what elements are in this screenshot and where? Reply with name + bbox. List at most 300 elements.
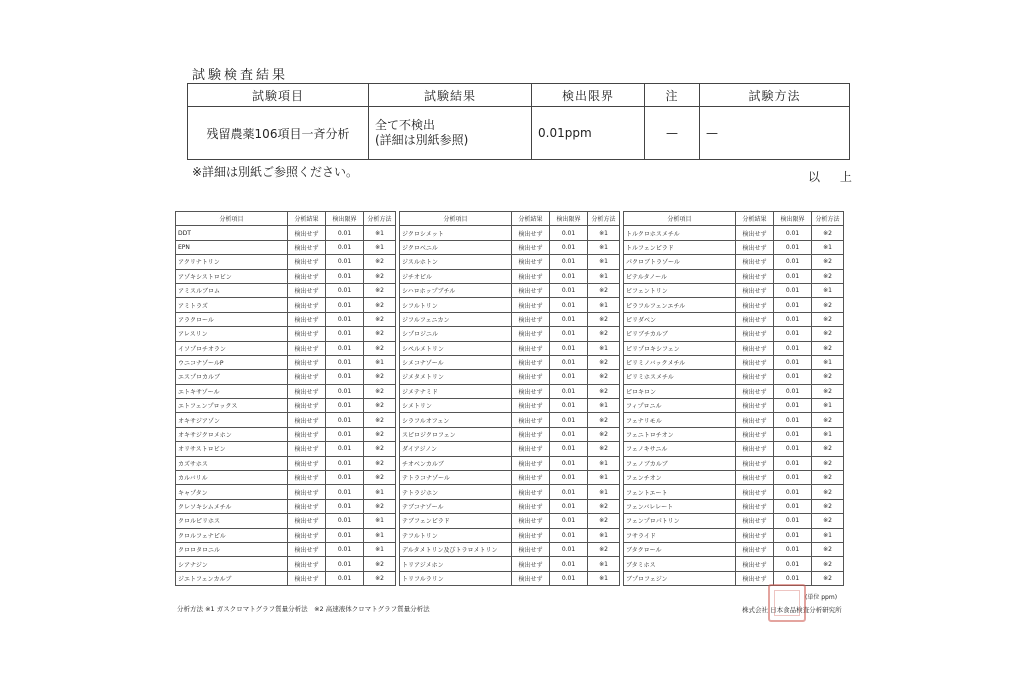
detection-limit: 0.01 xyxy=(774,542,812,556)
detection-limit: 0.01 xyxy=(326,442,364,456)
analyte-name: フェノブカルブ xyxy=(624,456,736,470)
analyte-name: トリアジメホン xyxy=(400,557,512,571)
detection-limit: 0.01 xyxy=(774,327,812,341)
analysis-result: 検出せず xyxy=(288,413,326,427)
analysis-method: ※2 xyxy=(812,226,844,240)
analysis-method: ※1 xyxy=(588,341,620,355)
detection-limit: 0.01 xyxy=(326,399,364,413)
analysis-result: 検出せず xyxy=(736,471,774,485)
table-row xyxy=(176,269,844,283)
analyte-name: アミスルブロム xyxy=(176,283,288,297)
unit-label: (単位 ppm) xyxy=(805,594,838,601)
analyte-name: カルバリル xyxy=(176,471,288,485)
detection-limit: 0.01 xyxy=(326,471,364,485)
analysis-result: 検出せず xyxy=(512,283,550,297)
detection-limit: 0.01 xyxy=(326,327,364,341)
analysis-result: 検出せず xyxy=(736,399,774,413)
detection-limit: 0.01 xyxy=(326,571,364,585)
summary-result-line1: 全て不検出 xyxy=(375,118,436,132)
analysis-result: 検出せず xyxy=(512,442,550,456)
analyte-name: シラフルオフェン xyxy=(400,413,512,427)
detection-limit: 0.01 xyxy=(774,571,812,585)
detection-limit: 0.01 xyxy=(550,413,588,427)
analyte-name: オキサジアゾン xyxy=(176,413,288,427)
analysis-method: ※1 xyxy=(364,528,396,542)
analysis-result: 検出せず xyxy=(512,341,550,355)
detail-header-method: 分析方法 xyxy=(364,212,396,226)
analyte-name: アクリナトリン xyxy=(176,255,288,269)
detection-limit: 0.01 xyxy=(550,571,588,585)
analysis-result: 検出せず xyxy=(512,255,550,269)
detection-limit: 0.01 xyxy=(550,499,588,513)
analyte-name: オキサジクロメホン xyxy=(176,427,288,441)
analysis-method: ※1 xyxy=(812,240,844,254)
analysis-result: 検出せず xyxy=(512,485,550,499)
analysis-method: ※2 xyxy=(364,456,396,470)
analysis-method: ※2 xyxy=(364,327,396,341)
analysis-result: 検出せず xyxy=(288,442,326,456)
analysis-result: 検出せず xyxy=(288,327,326,341)
analyte-name: フェニトロチオン xyxy=(624,427,736,441)
analysis-result: 検出せず xyxy=(288,226,326,240)
detection-limit: 0.01 xyxy=(774,514,812,528)
analyte-name: クレソキシムメチル xyxy=(176,499,288,513)
table-row xyxy=(176,528,844,542)
analysis-method: ※2 xyxy=(588,312,620,326)
analysis-method: ※2 xyxy=(364,298,396,312)
detection-limit: 0.01 xyxy=(550,327,588,341)
detail-header-row xyxy=(176,212,844,226)
analysis-method: ※2 xyxy=(364,499,396,513)
analysis-method: ※1 xyxy=(364,355,396,369)
detection-limit: 0.01 xyxy=(550,456,588,470)
analysis-method: ※2 xyxy=(812,499,844,513)
detection-limit: 0.01 xyxy=(774,341,812,355)
detail-header-method: 分析方法 xyxy=(588,212,620,226)
analysis-method: ※2 xyxy=(588,384,620,398)
analysis-method: ※2 xyxy=(812,413,844,427)
detection-limit: 0.01 xyxy=(326,255,364,269)
analysis-method: ※2 xyxy=(588,413,620,427)
analysis-method: ※1 xyxy=(588,269,620,283)
analysis-result: 検出せず xyxy=(736,456,774,470)
analyte-name: ピリダベン xyxy=(624,312,736,326)
detail-header-limit: 検出限界 xyxy=(326,212,364,226)
detection-limit: 0.01 xyxy=(774,456,812,470)
analyte-name: ブプロフェジン xyxy=(624,571,736,585)
detection-limit: 0.01 xyxy=(326,370,364,384)
analyte-name: イソプロチオラン xyxy=(176,341,288,355)
analysis-result: 検出せず xyxy=(736,442,774,456)
analyte-name: クロルピリホス xyxy=(176,514,288,528)
analysis-method: ※2 xyxy=(364,557,396,571)
analysis-result: 検出せず xyxy=(288,499,326,513)
company-seal xyxy=(768,584,806,622)
analyte-name: エトフェンプロックス xyxy=(176,399,288,413)
analysis-result: 検出せず xyxy=(736,355,774,369)
analyte-name: トルフェンピラド xyxy=(624,240,736,254)
analysis-method: ※2 xyxy=(588,514,620,528)
table-row xyxy=(176,442,844,456)
analysis-result: 検出せず xyxy=(736,255,774,269)
analysis-result: 検出せず xyxy=(288,571,326,585)
analyte-name: ジクロシメット xyxy=(400,226,512,240)
table-row xyxy=(176,557,844,571)
detail-header-result: 分析結果 xyxy=(288,212,326,226)
analyte-name: アラクロール xyxy=(176,312,288,326)
analysis-result: 検出せず xyxy=(512,327,550,341)
analysis-result: 検出せず xyxy=(288,283,326,297)
analysis-result: 検出せず xyxy=(512,499,550,513)
analysis-method: ※1 xyxy=(588,255,620,269)
table-row xyxy=(176,341,844,355)
analysis-method: ※2 xyxy=(364,442,396,456)
analysis-result: 検出せず xyxy=(512,413,550,427)
analysis-method: ※2 xyxy=(364,427,396,441)
detail-header-limit: 検出限界 xyxy=(550,212,588,226)
analysis-method: ※2 xyxy=(364,413,396,427)
detection-limit: 0.01 xyxy=(774,485,812,499)
detail-header-method: 分析方法 xyxy=(812,212,844,226)
detection-limit: 0.01 xyxy=(550,370,588,384)
analyte-name: パクロブトラゾール xyxy=(624,255,736,269)
analysis-method: ※2 xyxy=(364,471,396,485)
analysis-result: 検出せず xyxy=(512,528,550,542)
analysis-result: 検出せず xyxy=(288,456,326,470)
analyte-name: ジチオピル xyxy=(400,269,512,283)
analysis-result: 検出せず xyxy=(512,557,550,571)
detection-limit: 0.01 xyxy=(326,427,364,441)
analysis-result: 検出せず xyxy=(736,312,774,326)
detection-limit: 0.01 xyxy=(326,341,364,355)
analysis-result: 検出せず xyxy=(736,240,774,254)
analysis-method: ※2 xyxy=(588,427,620,441)
analysis-method: ※1 xyxy=(812,399,844,413)
detection-limit: 0.01 xyxy=(326,485,364,499)
analysis-method: ※2 xyxy=(812,485,844,499)
analysis-method: ※1 xyxy=(588,298,620,312)
summary-header-method: 試験方法 xyxy=(700,84,850,107)
detection-limit: 0.01 xyxy=(774,298,812,312)
analyte-name: アレスリン xyxy=(176,327,288,341)
analyte-name: ピリブチカルブ xyxy=(624,327,736,341)
analysis-method: ※2 xyxy=(812,341,844,355)
analyte-name: デルタメトリン及びトラロメトリン xyxy=(400,542,512,556)
detection-limit: 0.01 xyxy=(326,269,364,283)
detection-limit: 0.01 xyxy=(774,226,812,240)
analysis-result: 検出せず xyxy=(512,571,550,585)
detection-limit: 0.01 xyxy=(326,384,364,398)
detection-limit: 0.01 xyxy=(550,355,588,369)
analysis-result: 検出せず xyxy=(288,557,326,571)
analysis-method: ※1 xyxy=(812,355,844,369)
analysis-result: 検出せず xyxy=(288,471,326,485)
detection-limit: 0.01 xyxy=(774,528,812,542)
analysis-result: 検出せず xyxy=(288,298,326,312)
table-row xyxy=(176,384,844,398)
detection-limit: 0.01 xyxy=(550,240,588,254)
analysis-method: ※2 xyxy=(812,442,844,456)
analysis-method: ※2 xyxy=(812,269,844,283)
analysis-method: ※2 xyxy=(812,312,844,326)
analysis-method: ※2 xyxy=(364,571,396,585)
analyte-name: ジエトフェンカルブ xyxy=(176,571,288,585)
analyte-name: ジスルホトン xyxy=(400,255,512,269)
analyte-name: ピラフルフェンエチル xyxy=(624,298,736,312)
detection-limit: 0.01 xyxy=(550,557,588,571)
detection-limit: 0.01 xyxy=(774,312,812,326)
analyte-name: DDT xyxy=(176,226,288,240)
detection-limit: 0.01 xyxy=(550,341,588,355)
analysis-result: 検出せず xyxy=(288,427,326,441)
analyte-name: フサライド xyxy=(624,528,736,542)
analyte-name: チオベンカルブ xyxy=(400,456,512,470)
analysis-result: 検出せず xyxy=(288,485,326,499)
detection-limit: 0.01 xyxy=(326,226,364,240)
detection-limit: 0.01 xyxy=(774,370,812,384)
detection-limit: 0.01 xyxy=(774,269,812,283)
detection-limit: 0.01 xyxy=(774,384,812,398)
detection-limit: 0.01 xyxy=(774,399,812,413)
summary-row xyxy=(188,107,850,160)
analyte-name: オリサストロビン xyxy=(176,442,288,456)
analyte-name: フェンバレレート xyxy=(624,499,736,513)
table-row xyxy=(176,399,844,413)
table-row xyxy=(176,456,844,470)
analyte-name: ビテルタノール xyxy=(624,269,736,283)
detail-header-result: 分析結果 xyxy=(736,212,774,226)
analyte-name: アミトラズ xyxy=(176,298,288,312)
analysis-method: ※1 xyxy=(812,528,844,542)
detail-table xyxy=(175,211,844,586)
analysis-result: 検出せず xyxy=(736,283,774,297)
summary-header-result: 試験結果 xyxy=(369,84,532,107)
analysis-result: 検出せず xyxy=(512,298,550,312)
analysis-method: ※2 xyxy=(812,255,844,269)
analyte-name: スピロジクロフェン xyxy=(400,427,512,441)
analysis-method: ※1 xyxy=(588,226,620,240)
detail-header-item: 分析項目 xyxy=(176,212,288,226)
analysis-result: 検出せず xyxy=(512,240,550,254)
detection-limit: 0.01 xyxy=(550,269,588,283)
analyte-name: フェンプロパトリン xyxy=(624,514,736,528)
analysis-method: ※2 xyxy=(812,370,844,384)
detail-reference-note: ※詳細は別紙ご参照ください。 xyxy=(192,165,359,179)
analysis-method: ※2 xyxy=(588,499,620,513)
analyte-name: クロルフェナピル xyxy=(176,528,288,542)
analysis-result: 検出せず xyxy=(512,471,550,485)
analysis-result: 検出せず xyxy=(288,255,326,269)
document-title: 試験検査結果 xyxy=(192,68,289,83)
analysis-result: 検出せず xyxy=(736,514,774,528)
table-row xyxy=(176,370,844,384)
analysis-method: ※2 xyxy=(812,514,844,528)
detection-limit: 0.01 xyxy=(550,514,588,528)
analysis-result: 検出せず xyxy=(288,384,326,398)
detection-limit: 0.01 xyxy=(550,298,588,312)
summary-header-note: 注 xyxy=(645,84,700,107)
analyte-name: シハロホップブチル xyxy=(400,283,512,297)
analyte-name: シアナジン xyxy=(176,557,288,571)
analyte-name: ビフェントリン xyxy=(624,283,736,297)
detection-limit: 0.01 xyxy=(326,283,364,297)
detection-limit: 0.01 xyxy=(774,413,812,427)
table-row xyxy=(176,514,844,528)
table-row xyxy=(176,327,844,341)
analysis-result: 検出せず xyxy=(736,499,774,513)
analyte-name: ブタクロール xyxy=(624,542,736,556)
end-mark: 以 上 xyxy=(808,170,860,184)
analysis-result: 検出せず xyxy=(736,341,774,355)
analysis-method: ※2 xyxy=(812,542,844,556)
analysis-result: 検出せず xyxy=(288,370,326,384)
analysis-result: 検出せず xyxy=(736,542,774,556)
detail-body xyxy=(176,226,844,586)
analyte-name: フェナリモル xyxy=(624,413,736,427)
table-row xyxy=(176,226,844,240)
analysis-method: ※2 xyxy=(812,384,844,398)
summary-table xyxy=(187,83,850,160)
summary-method: — xyxy=(700,107,850,160)
analysis-method: ※1 xyxy=(812,427,844,441)
detection-limit: 0.01 xyxy=(550,226,588,240)
analyte-name: クロロタロニル xyxy=(176,542,288,556)
table-row xyxy=(176,312,844,326)
detection-limit: 0.01 xyxy=(326,355,364,369)
analyte-name: ダイアジノン xyxy=(400,442,512,456)
detection-limit: 0.01 xyxy=(326,312,364,326)
analysis-result: 検出せず xyxy=(512,456,550,470)
analyte-name: エスプロカルブ xyxy=(176,370,288,384)
detection-limit: 0.01 xyxy=(550,255,588,269)
analysis-method: ※2 xyxy=(588,283,620,297)
detection-limit: 0.01 xyxy=(326,542,364,556)
analysis-result: 検出せず xyxy=(736,413,774,427)
detection-limit: 0.01 xyxy=(550,442,588,456)
analysis-result: 検出せず xyxy=(288,269,326,283)
summary-header-row xyxy=(188,84,850,107)
analysis-method: ※1 xyxy=(364,485,396,499)
table-row xyxy=(176,471,844,485)
analysis-result: 検出せず xyxy=(736,557,774,571)
table-row xyxy=(176,298,844,312)
analysis-result: 検出せず xyxy=(288,399,326,413)
detection-limit: 0.01 xyxy=(774,255,812,269)
analyte-name: シメコナゾール xyxy=(400,355,512,369)
table-row xyxy=(176,499,844,513)
analyte-name: テブフェンピラド xyxy=(400,514,512,528)
analysis-method: ※2 xyxy=(364,255,396,269)
detection-limit: 0.01 xyxy=(774,557,812,571)
detection-limit: 0.01 xyxy=(326,456,364,470)
analysis-method: ※2 xyxy=(364,283,396,297)
analyte-name: キャプタン xyxy=(176,485,288,499)
analyte-name: EPN xyxy=(176,240,288,254)
analysis-method: ※1 xyxy=(588,485,620,499)
detection-limit: 0.01 xyxy=(774,427,812,441)
detection-limit: 0.01 xyxy=(774,283,812,297)
analyte-name: テフルトリン xyxy=(400,528,512,542)
analysis-result: 検出せず xyxy=(512,427,550,441)
analyte-name: フェノキサニル xyxy=(624,442,736,456)
analyte-name: ピリミノバックメチル xyxy=(624,355,736,369)
analyte-name: テトラコナゾール xyxy=(400,471,512,485)
analysis-method: ※1 xyxy=(364,226,396,240)
analysis-result: 検出せず xyxy=(288,542,326,556)
analysis-result: 検出せず xyxy=(736,298,774,312)
analysis-result: 検出せず xyxy=(512,355,550,369)
table-row xyxy=(176,355,844,369)
analyte-name: テブコナゾール xyxy=(400,499,512,513)
detection-limit: 0.01 xyxy=(774,355,812,369)
table-row xyxy=(176,427,844,441)
detection-limit: 0.01 xyxy=(550,384,588,398)
analysis-result: 検出せず xyxy=(736,571,774,585)
detail-header-item: 分析項目 xyxy=(400,212,512,226)
analysis-method: ※1 xyxy=(588,528,620,542)
analysis-result: 検出せず xyxy=(736,528,774,542)
analysis-result: 検出せず xyxy=(512,399,550,413)
detection-limit: 0.01 xyxy=(326,298,364,312)
analysis-method: ※2 xyxy=(588,370,620,384)
analysis-method: ※1 xyxy=(588,399,620,413)
detail-header-item: 分析項目 xyxy=(624,212,736,226)
detection-limit: 0.01 xyxy=(774,499,812,513)
detection-limit: 0.01 xyxy=(774,471,812,485)
analysis-method: ※1 xyxy=(588,571,620,585)
summary-header-limit: 検出限界 xyxy=(532,84,645,107)
analysis-method: ※2 xyxy=(812,327,844,341)
analysis-method: ※1 xyxy=(364,514,396,528)
analysis-method: ※2 xyxy=(588,542,620,556)
analyte-name: シフルトリン xyxy=(400,298,512,312)
table-row xyxy=(176,255,844,269)
analysis-result: 検出せず xyxy=(512,384,550,398)
detection-limit: 0.01 xyxy=(550,485,588,499)
detection-limit: 0.01 xyxy=(550,283,588,297)
analyte-name: トリフルラリン xyxy=(400,571,512,585)
detection-limit: 0.01 xyxy=(550,399,588,413)
analysis-result: 検出せず xyxy=(288,312,326,326)
analysis-result: 検出せず xyxy=(736,327,774,341)
table-row xyxy=(176,542,844,556)
analysis-result: 検出せず xyxy=(512,226,550,240)
detection-limit: 0.01 xyxy=(326,514,364,528)
analyte-name: シプロジニル xyxy=(400,327,512,341)
analyte-name: ジメテナミド xyxy=(400,384,512,398)
analyte-name: ブタミホス xyxy=(624,557,736,571)
analysis-method: ※1 xyxy=(588,456,620,470)
table-row xyxy=(176,283,844,297)
analyte-name: シペルメトリン xyxy=(400,341,512,355)
analysis-method: ※2 xyxy=(364,399,396,413)
analysis-method: ※2 xyxy=(364,269,396,283)
analysis-methods-legend: 分析方法 ※1 ガスクロマトグラフ質量分析法 ※2 高速液体クロマトグラフ質量分析法 xyxy=(177,605,430,613)
analyte-name: フェントエート xyxy=(624,485,736,499)
analyte-name: アゾキシストロビン xyxy=(176,269,288,283)
detection-limit: 0.01 xyxy=(326,528,364,542)
analyte-name: トルクロホスメチル xyxy=(624,226,736,240)
table-row xyxy=(176,571,844,585)
analysis-result: 検出せず xyxy=(512,514,550,528)
analysis-result: 検出せず xyxy=(736,384,774,398)
analysis-method: ※2 xyxy=(812,298,844,312)
analysis-result: 検出せず xyxy=(736,226,774,240)
analysis-method: ※2 xyxy=(588,355,620,369)
analyte-name: ピリミホスメチル xyxy=(624,370,736,384)
analysis-method: ※2 xyxy=(588,327,620,341)
detection-limit: 0.01 xyxy=(550,528,588,542)
